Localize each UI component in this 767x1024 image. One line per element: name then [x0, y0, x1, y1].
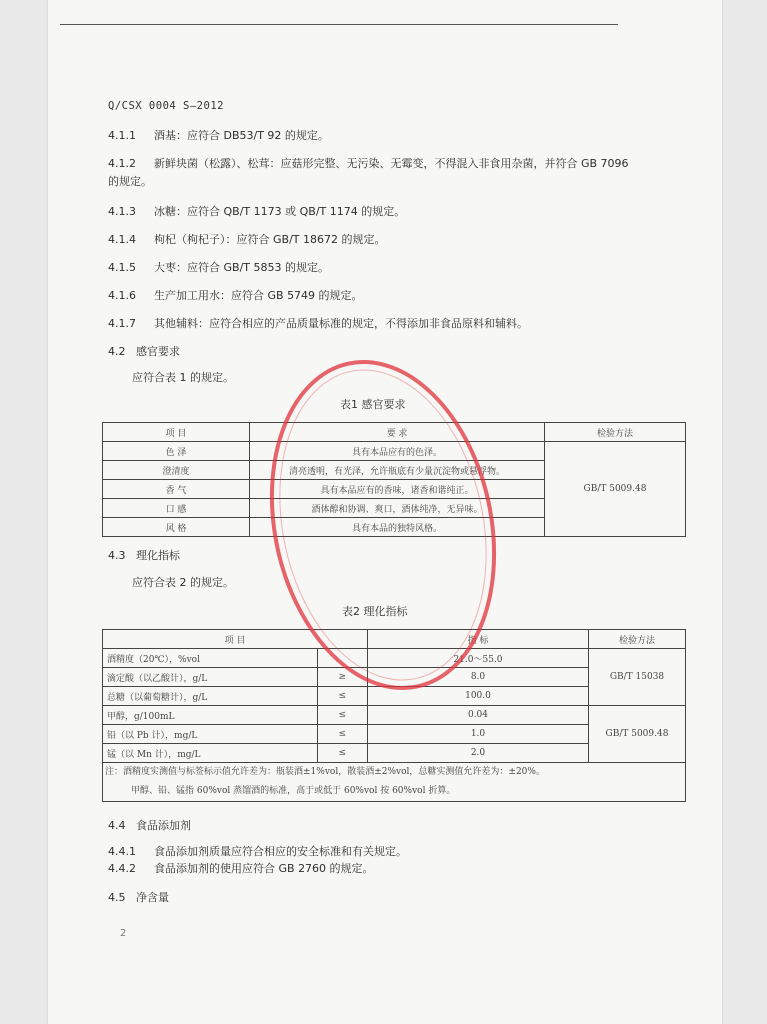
- table2-note-line2: 甲醇、铅、锰指 60%vol 蒸馏酒的标准，高于或低于 60%vol 按 60%vol 折算。: [131, 786, 456, 796]
- clause-4-1-1: 4.1.1 酒基：应符合 DB53/T 92 的规定。: [108, 129, 329, 142]
- section-4-3-heading: 4.3 理化指标: [108, 549, 180, 562]
- table1-cell: 具有本品的独特风格。: [250, 518, 545, 537]
- table1-caption: 表1 感官要求: [340, 398, 406, 411]
- clause-4-1-3: 4.1.3 冰糖：应符合 QB/T 1173 或 QB/T 1174 的规定。: [108, 205, 406, 218]
- table1-header-method: 检验方法: [545, 423, 686, 442]
- table2-caption: 表2 理化指标: [342, 605, 408, 618]
- section-4-3-body: 应符合表 2 的规定。: [132, 576, 234, 589]
- table2-op: ≤: [317, 687, 367, 706]
- red-seal-stamp: [258, 340, 508, 710]
- table1-cell: 风 格: [103, 518, 250, 537]
- clause-4-1-7: 4.1.7 其他辅料：应符合相应的产品质量标准的规定，不得添加非食品原料和辅料。: [108, 317, 528, 330]
- table1-cell: 具有本品应有的香味，诸香和谐纯正。: [250, 480, 545, 499]
- clause-4-4-1: 4.4.1 食品添加剂质量应符合相应的安全标准和有关规定。: [108, 845, 407, 858]
- table2-value: 1.0: [368, 725, 589, 744]
- document-page: [48, 0, 722, 1024]
- clause-4-1-6: 4.1.6 生产加工用水：应符合 GB 5749 的规定。: [108, 289, 363, 302]
- table2-item: 总糖（以葡萄糖计），g/L: [103, 687, 318, 706]
- table2-value: 2.0: [368, 744, 589, 763]
- table2-note: [103, 763, 686, 802]
- table2-op: ≤: [317, 744, 367, 763]
- table1-cell: 口 感: [103, 499, 250, 518]
- table1-header-requirement: 要 求: [250, 423, 545, 442]
- table1-header-item: 项 目: [103, 423, 250, 442]
- table2-header-value: 指 标: [368, 630, 589, 649]
- table2-header-method: 检验方法: [589, 630, 686, 649]
- clause-4-1-4: 4.1.4 枸杞（枸杞子）：应符合 GB/T 18672 的规定。: [108, 233, 386, 246]
- table2-method-b: GB/T 5009.48: [589, 706, 686, 763]
- table2-method-a: GB/T 15038: [589, 649, 686, 706]
- clause-4-1-2-cont: 的规定。: [108, 175, 152, 188]
- table2-value: 8.0: [368, 668, 589, 687]
- top-rule: [60, 24, 618, 25]
- section-4-5-heading: 4.5 净含量: [108, 891, 169, 904]
- table2-op: ≤: [317, 706, 367, 725]
- clause-4-1-5: 4.1.5 大枣：应符合 GB/T 5853 的规定。: [108, 261, 329, 274]
- page-number: 2: [120, 928, 127, 939]
- table2-item: 滴定酸（以乙酸计），g/L: [103, 668, 318, 687]
- table1-cell: 香 气: [103, 480, 250, 499]
- table2-item: 甲醇，g/100mL: [103, 706, 318, 725]
- section-4-2-body: 应符合表 1 的规定。: [132, 371, 234, 384]
- doc-code: Q/CSX 0004 S—2012: [108, 100, 224, 112]
- table1-method: GB/T 5009.48: [545, 442, 686, 537]
- table2-note-line1: 注：酒精度实测值与标签标示值允许差为：瓶装酒±1%vol，散装酒±2%vol，总糖实测值允许差为：±20%。: [105, 767, 545, 777]
- section-4-4-heading: 4.4 食品添加剂: [108, 819, 191, 832]
- table2-item: 锰（以 Mn 计），mg/L: [103, 744, 318, 763]
- section-4-2-heading: 4.2 感官要求: [108, 345, 180, 358]
- table1-cell: 澄清度: [103, 461, 250, 480]
- table2-header-item: 项 目: [103, 630, 368, 649]
- table1-cell: 具有本品应有的色泽。: [250, 442, 545, 461]
- table2-value: 100.0: [368, 687, 589, 706]
- table2-item: 酒精度（20℃），%vol: [103, 649, 318, 668]
- table2-value: 0.04: [368, 706, 589, 725]
- clause-4-4-2: 4.4.2 食品添加剂的使用应符合 GB 2760 的规定。: [108, 862, 374, 875]
- clause-4-1-2: 4.1.2 新鲜块菌（松露）、松茸：应菇形完整、无污染、无霉变，不得混入非食用杂菌，并符合 GB 7096: [108, 157, 629, 170]
- table1-cell: 色 泽: [103, 442, 250, 461]
- table2-op: ≥: [317, 668, 367, 687]
- seal-ring: [258, 341, 508, 709]
- table2-value: 21.0～55.0: [368, 649, 589, 668]
- table1-cell: 酒体醇和协调、爽口，酒体纯净，无异味。: [250, 499, 545, 518]
- table2-op: ≤: [317, 725, 367, 744]
- table1-cell: 清亮透明，有光泽，允许瓶底有少量沉淀物或悬浮物。: [250, 461, 545, 480]
- table2-item: 铅（以 Pb 计），mg/L: [103, 725, 318, 744]
